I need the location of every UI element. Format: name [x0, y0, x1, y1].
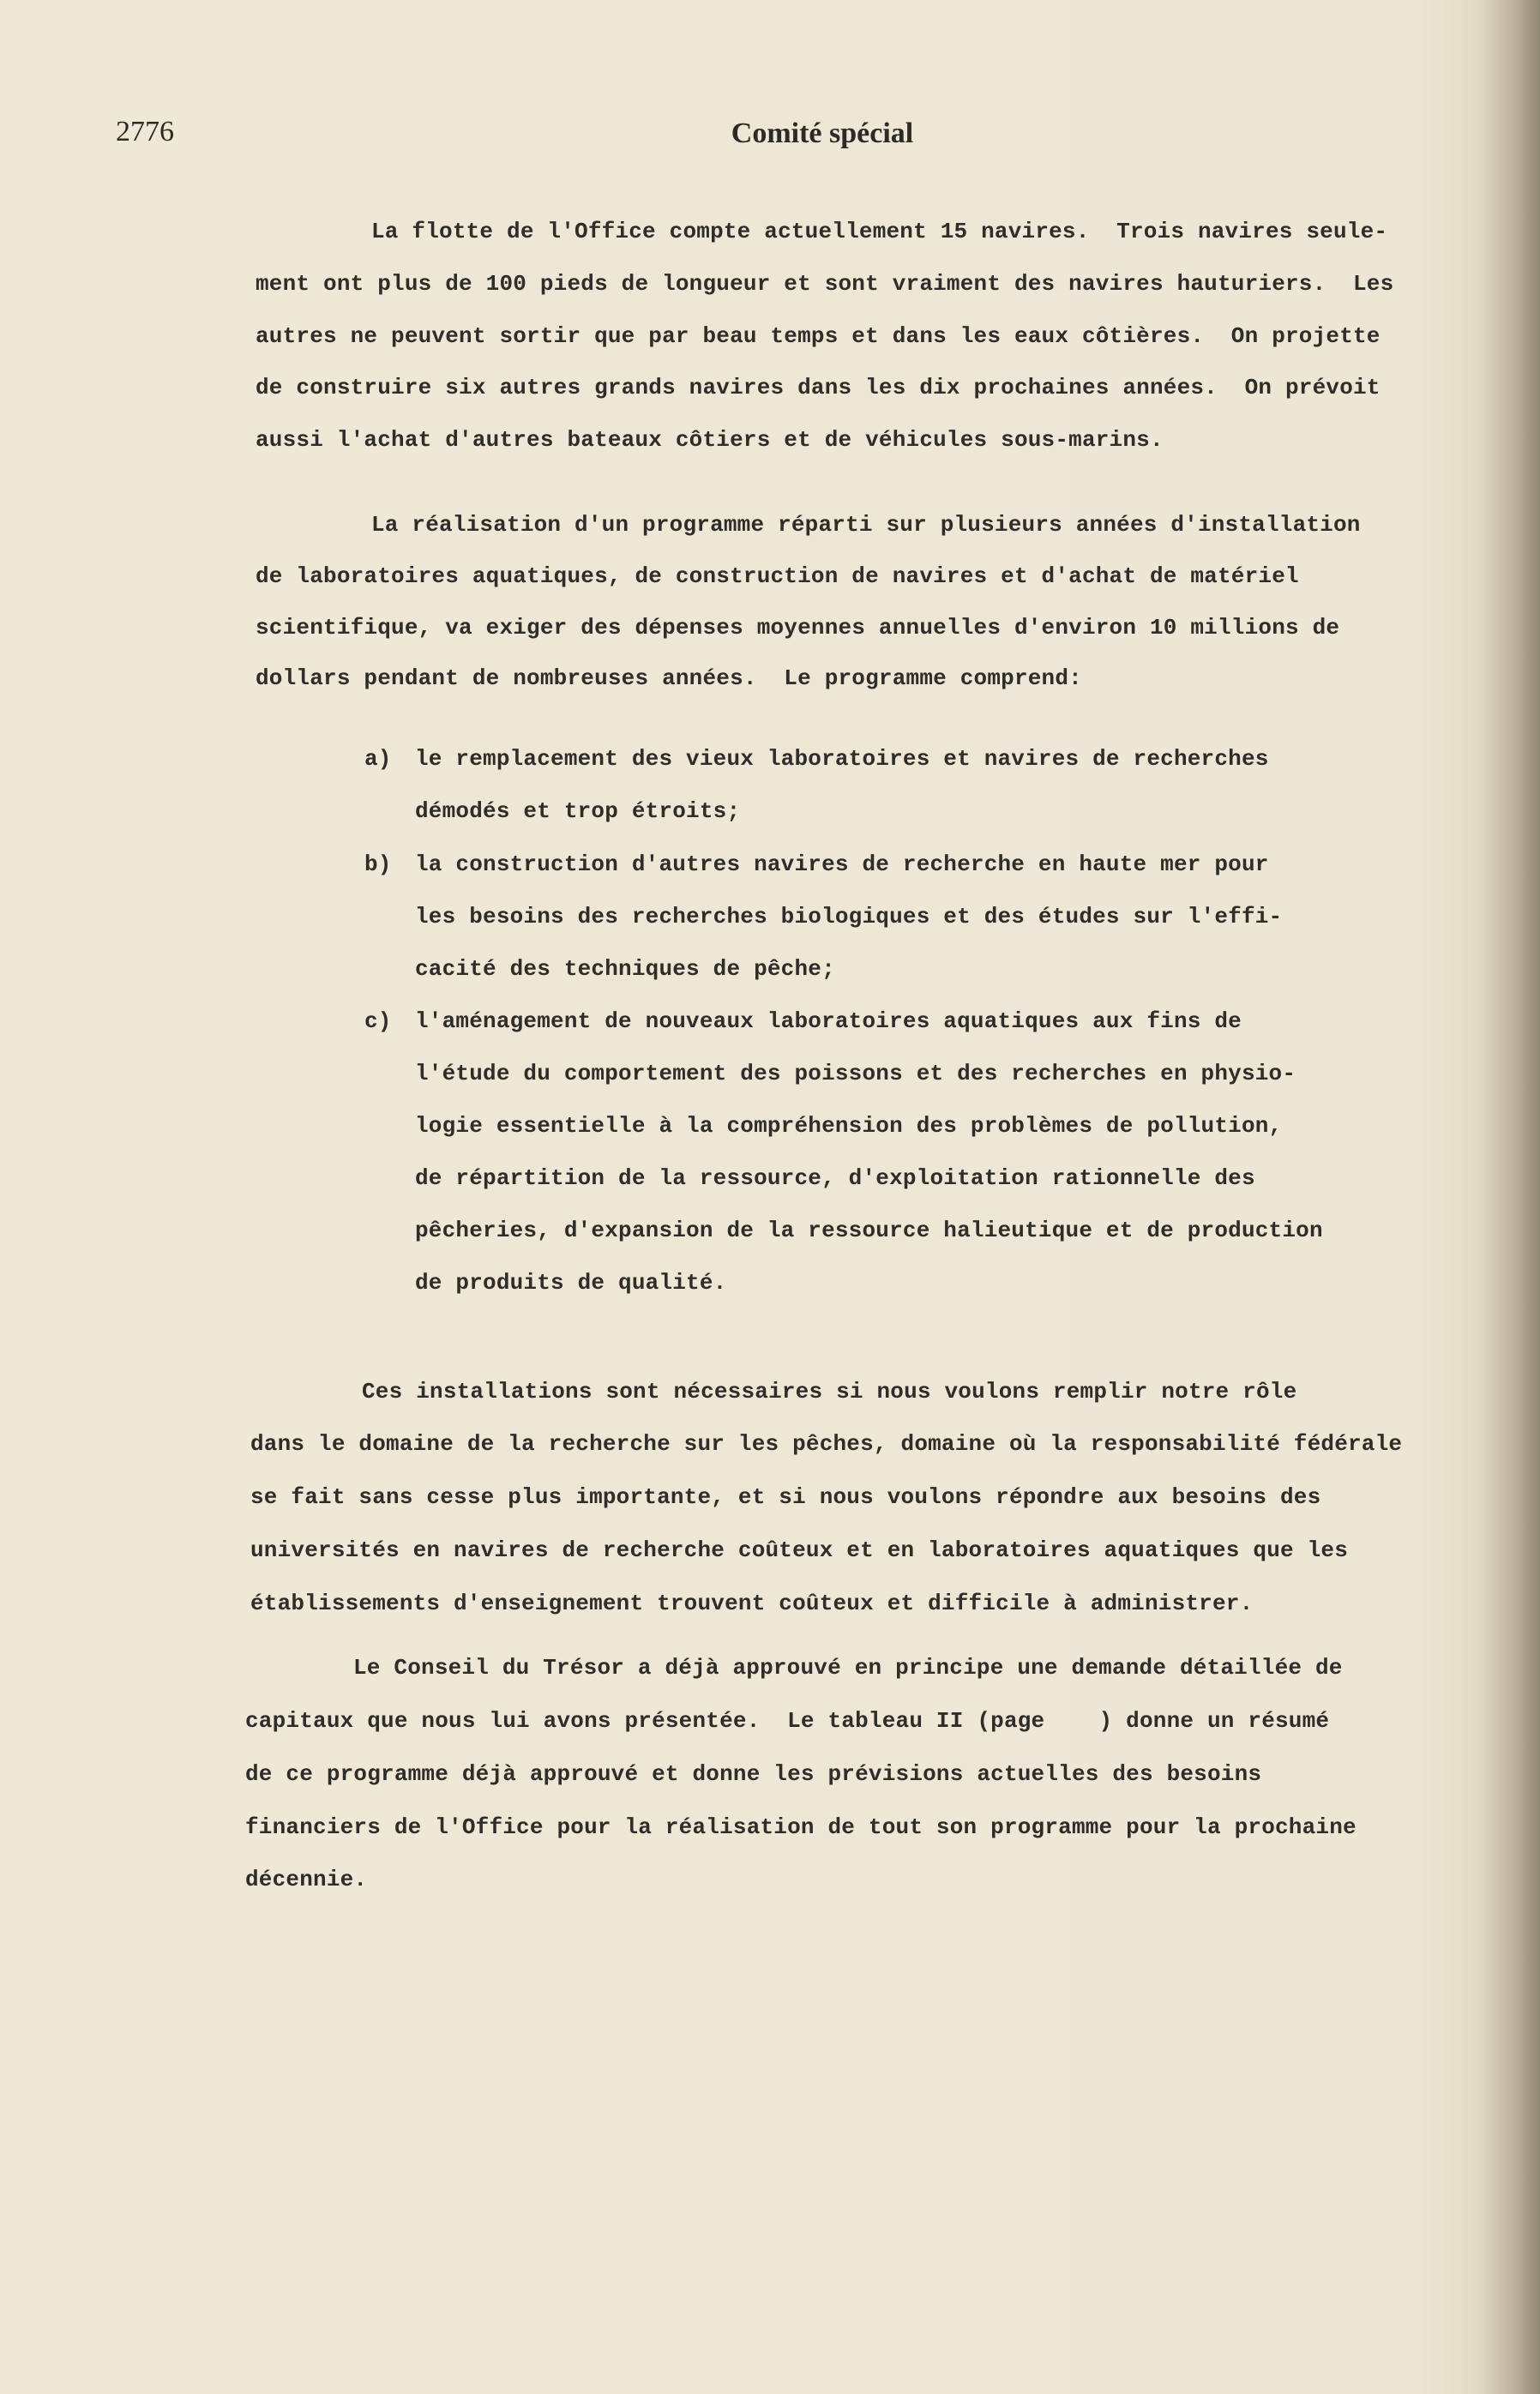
list-marker: b) [364, 851, 392, 877]
text-line: capitaux que nous lui avons présentée. Le tableau II (page ) donne un résumé [245, 1708, 1330, 1734]
text-line: se fait sans cesse plus importante, et si nous voulons répondre aux besoins des [250, 1484, 1321, 1510]
text-line: aussi l'achat d'autres bateaux côtiers et de véhicules sous-marins. [256, 427, 1164, 453]
text-line: l'aménagement de nouveaux laboratoires aquatiques aux fins de [415, 1008, 1242, 1034]
paragraph-treasury [0, 1655, 1357, 1929]
text-line: Ces installations sont nécessaires si nous voulons remplir notre rôle [362, 1379, 1297, 1405]
text-line: de laboratoires aquatiques, de construction de navires et d'achat de matériel [256, 563, 1299, 589]
text-line: décennie. [245, 1867, 368, 1892]
list-item-c [0, 1008, 1323, 1363]
text-line: cacité des techniques de pêche; [415, 956, 835, 982]
text-line: de ce programme déjà approuvé et donne les prévisions actuelles des besoins [245, 1761, 1262, 1787]
list-marker: c) [364, 1008, 392, 1034]
text-line: de répartition de la ressource, d'exploitation rationnelle des [415, 1165, 1255, 1191]
text-line: établissements d'enseignement trouvent coûteux et difficile à administrer. [250, 1591, 1254, 1616]
text-line: universités en navires de recherche coûteux et en laboratoires aquatiques que les [250, 1537, 1349, 1563]
text-line: logie essentielle à la compréhension des problèmes de pollution, [415, 1113, 1283, 1139]
running-title: Comité spécial [731, 117, 914, 149]
text-line: dans le domaine de la recherche sur les pêches, domaine où la responsabilité fédérale [250, 1431, 1403, 1457]
text-line: l'étude du comportement des poissons et des recherches en physio- [415, 1061, 1296, 1086]
paragraph-installations [0, 1379, 1403, 1646]
text-line: Le Conseil du Trésor a déjà approuvé en principe une demande détaillée de [353, 1655, 1343, 1681]
text-line: La réalisation d'un programme réparti sur plusieurs années d'installation [371, 512, 1361, 538]
text-line: pêcheries, d'expansion de la ressource halieutique et de production [415, 1218, 1323, 1243]
text-line: de construire six autres grands navires dans les dix prochaines années. On prévoit [256, 375, 1381, 400]
text-line: le remplacement des vieux laboratoires et navires de recherches [415, 746, 1269, 772]
text-line: La flotte de l'Office compte actuellement 15 navires. Trois navires seule- [371, 219, 1388, 244]
text-line: ment ont plus de 100 pieds de longueur et sont vraiment des navires hauturiers. Les [256, 271, 1394, 297]
text-line: financiers de l'Office pour la réalisation de tout son programme pour la prochaine [245, 1814, 1357, 1840]
text-line: les besoins des recherches biologiques et des études sur l'effi- [415, 904, 1283, 929]
text-line: démodés et trop étroits; [415, 798, 741, 824]
text-line: dollars pendant de nombreuses années. Le programme comprend: [256, 665, 1082, 691]
text-line: la construction d'autres navires de recherche en haute mer pour [415, 851, 1269, 877]
text-line: scientifique, va exiger des dépenses moyennes annuelles d'environ 10 millions de [256, 615, 1340, 641]
list-marker: a) [364, 746, 392, 772]
text-line: autres ne peuvent sortir que par beau temps et dans les eaux côtières. On projette [256, 323, 1381, 349]
page-number: 2776 [116, 116, 174, 147]
text-line: de produits de qualité. [415, 1270, 727, 1296]
